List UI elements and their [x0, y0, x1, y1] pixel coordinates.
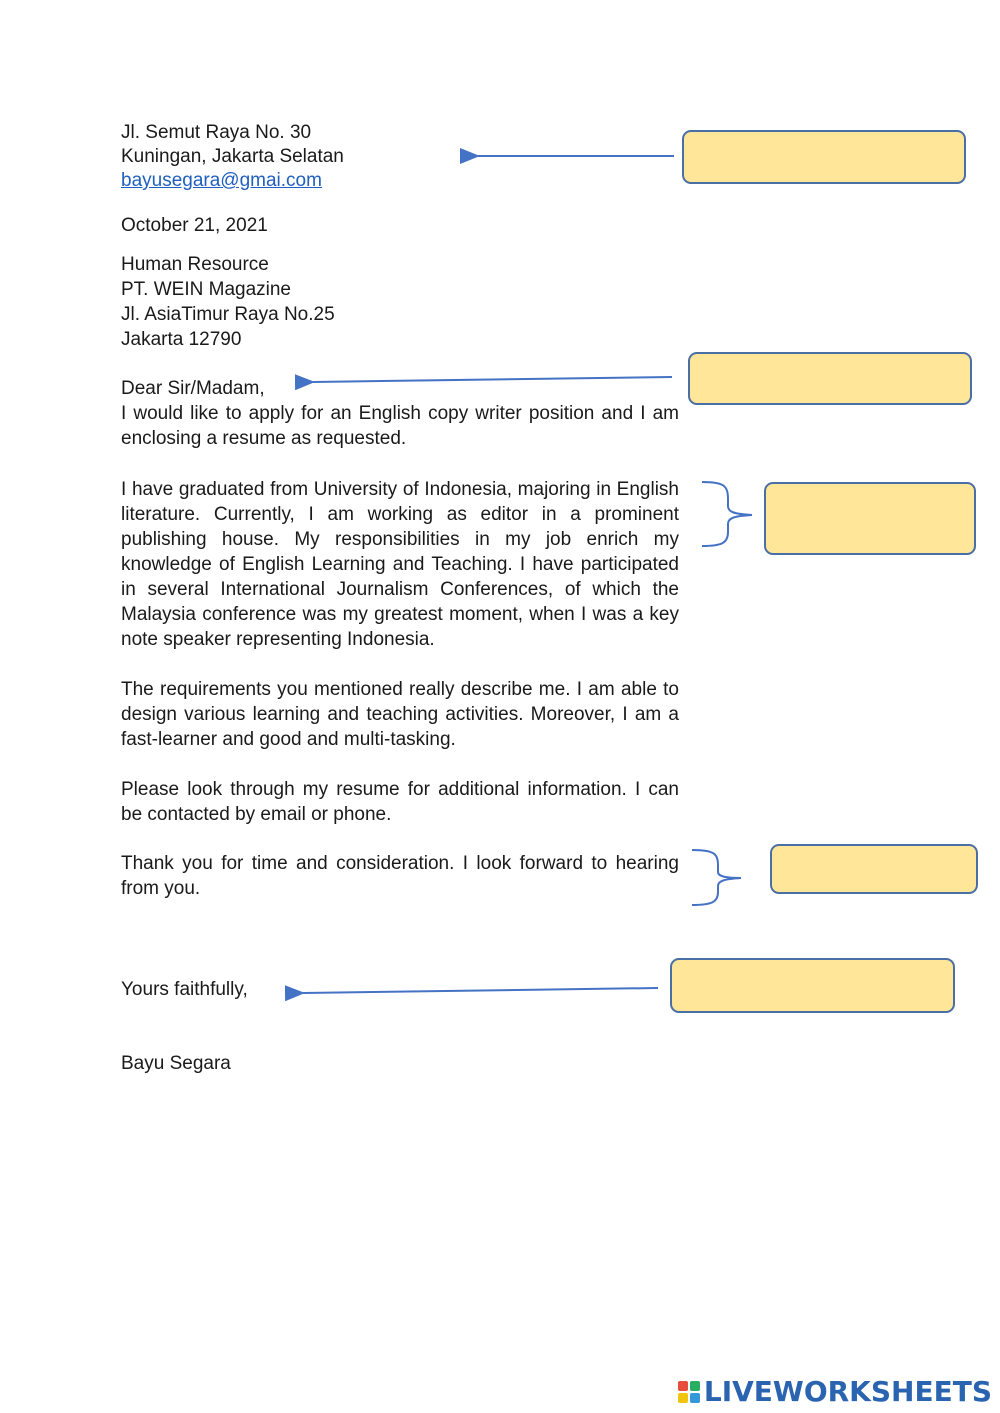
arrow-to-salutation: [313, 377, 672, 382]
recipient-line-3: Jl. AsiaTimur Raya No.25: [121, 304, 335, 325]
letter-date: October 21, 2021: [121, 215, 268, 236]
body-paragraph-1: I have graduated from University of Indonesia, majoring in English literature. Currently, I am working as editor in a prominent publishing house. My responsibilities in my job enrich my knowledge of English Learning and Teaching. I have participated in several International Journalism Conferences, of which the Malaysia conference was my greatest moment, when I was a key note speaker representing Indonesia.: [121, 479, 679, 650]
answer-box-heading[interactable]: [682, 130, 966, 184]
sender-email-link[interactable]: bayusegara@gmai.com: [121, 170, 322, 191]
signature-name: Bayu Segara: [121, 1053, 231, 1074]
answer-box-complimentary-close[interactable]: [670, 958, 955, 1013]
brace-body-icon: [702, 482, 752, 546]
recipient-line-1: Human Resource: [121, 254, 269, 275]
body-paragraph-3: Please look through my resume for additional information. I can be contacted by email or phone.: [121, 779, 679, 825]
logo-squares-icon: [678, 1381, 700, 1403]
logo-text: LIVEWORKSHEETS: [703, 1375, 992, 1408]
opening-paragraph: I would like to apply for an English copy writer position and I am enclosing a resume as requested.: [121, 403, 679, 449]
brace-closing-icon: [692, 850, 741, 905]
closing-paragraph: Thank you for time and consideration. I look forward to hearing from you.: [121, 853, 679, 899]
liveworksheets-logo: [678, 1375, 992, 1408]
answer-box-salutation[interactable]: [688, 352, 972, 405]
sender-city: Kuningan, Jakarta Selatan: [121, 146, 344, 167]
recipient-line-2: PT. WEIN Magazine: [121, 279, 291, 300]
sender-street: Jl. Semut Raya No. 30: [121, 122, 312, 143]
answer-box-closing[interactable]: [770, 844, 978, 894]
arrow-to-close: [303, 988, 658, 993]
recipient-line-4: Jakarta 12790: [121, 329, 242, 350]
salutation: Dear Sir/Madam,: [121, 378, 265, 399]
answer-box-body[interactable]: [764, 482, 976, 555]
body-paragraph-2: The requirements you mentioned really describe me. I am able to design various learning and teaching activities. Moreover, I am a fast-learner and good and multi-tasking.: [121, 679, 679, 750]
complimentary-close: Yours faithfully,: [121, 979, 248, 1000]
